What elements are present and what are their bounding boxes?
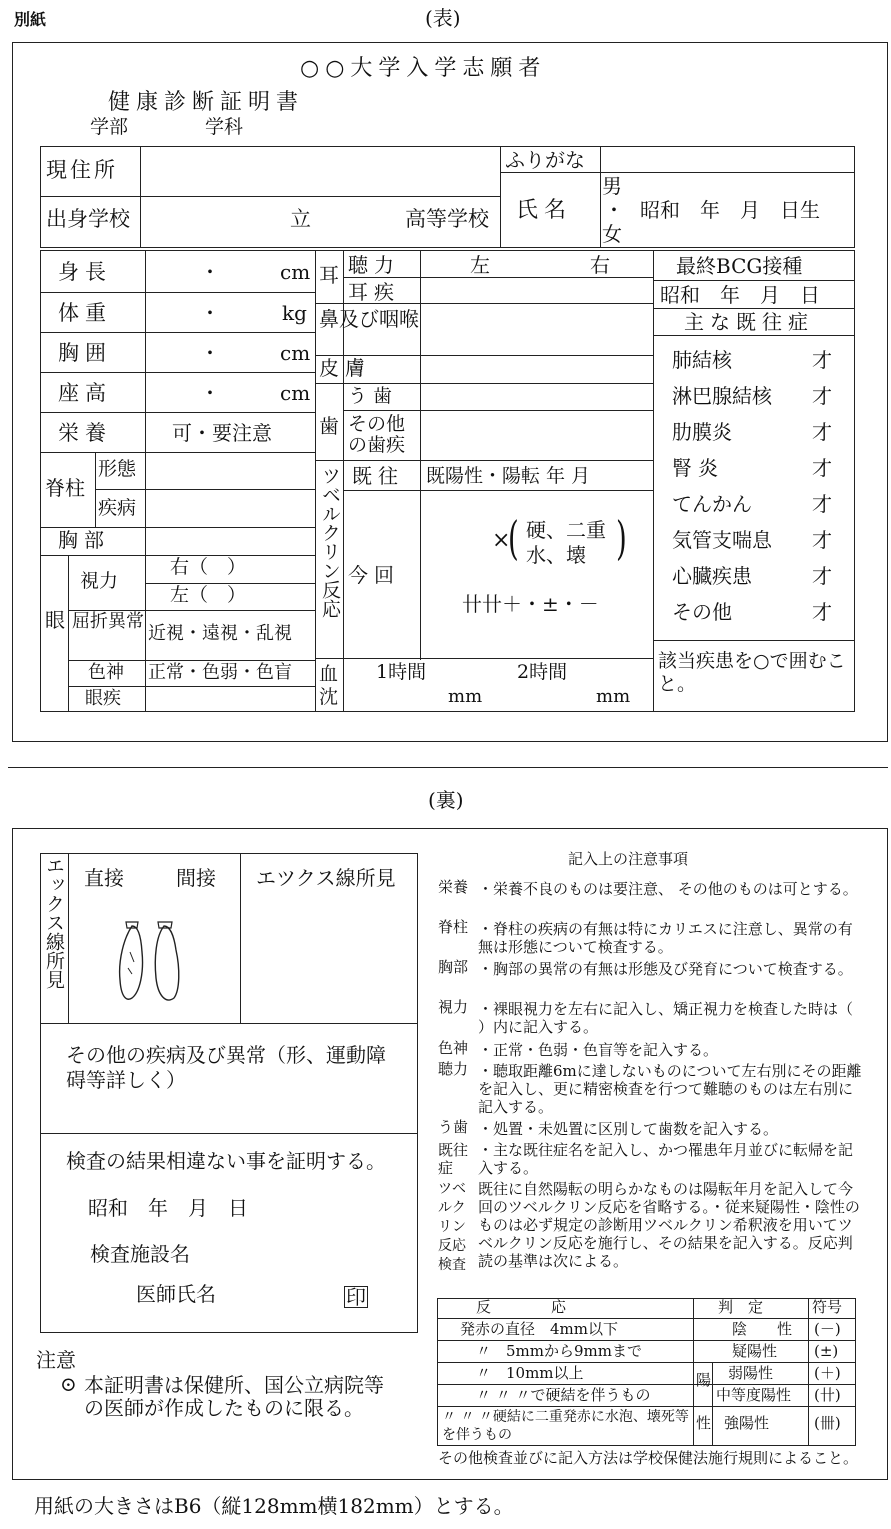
note-head: ツベルクリン反応検査 xyxy=(438,1181,466,1273)
th-judgment: 判 定 xyxy=(718,1298,764,1316)
section-divider xyxy=(8,767,888,768)
tb-scale: 卄卄＋・±・－ xyxy=(462,592,599,616)
tb-paren-close: ) xyxy=(616,511,627,565)
nutrition-value: 可・要注意 xyxy=(172,421,272,445)
university-title: ○○大学入学志願者 xyxy=(300,56,547,81)
disease-age: 才 xyxy=(812,564,832,588)
th-symbol: 符号 xyxy=(812,1298,843,1316)
note-text: ・栄養不良のものは要注意、 その他のものは可とする。 xyxy=(478,880,858,898)
disease-name: 肺結核 xyxy=(672,348,732,372)
hearing-label: 聴力 xyxy=(348,253,400,277)
note-text: ・処置・未処置に区別して歯数を記入する。 xyxy=(478,1120,779,1138)
front-side-label: (表) xyxy=(425,6,461,30)
chest-circ-dot: ・ xyxy=(200,341,220,365)
sex-dot: ・ xyxy=(604,198,624,222)
caution-text: 本証明書は保健所、国公立病院等の医師が作成したものに限る。 xyxy=(84,1373,384,1420)
disease-age: 才 xyxy=(812,456,832,480)
chest-circ-label: 胸囲 xyxy=(58,341,112,365)
weight-label: 体重 xyxy=(58,301,112,325)
positive-side-label: 陽性 xyxy=(694,1372,712,1458)
sex-female: 女 xyxy=(602,222,622,246)
note-text: ・裸眼視力を左右に記入し、矯正視力を検査した時は（ ）内に記入する。 xyxy=(478,1000,854,1036)
history-label: 主な既往症 xyxy=(684,310,814,334)
note-head: 色神 xyxy=(438,1039,469,1057)
row-judgment: 中等度陽性 xyxy=(716,1386,792,1404)
refraction-label: 屈折異常 xyxy=(72,611,144,632)
school-ritsu: 立 xyxy=(290,207,311,231)
height-label: 身長 xyxy=(58,260,112,284)
chest-circ-unit: cm xyxy=(280,341,311,365)
row-symbol: (＋) xyxy=(814,1364,841,1382)
school-high: 高等学校 xyxy=(405,207,489,231)
note-head: 胸部 xyxy=(438,958,469,976)
row-reaction: 〃 〃 〃硬結に二重発赤に水泡、壊死等を伴うもの xyxy=(442,1409,689,1443)
color-label: 色神 xyxy=(88,662,124,683)
cert-date: 昭和 年 月 日 xyxy=(88,1196,248,1220)
xray-findings-label: エツクス線所見 xyxy=(256,866,396,890)
disease-age: 才 xyxy=(812,420,832,444)
esr-1h: 1時間 xyxy=(376,661,427,683)
school-label: 出身学校 xyxy=(46,207,130,231)
disease-name: 淋巴腺結核 xyxy=(672,384,772,408)
esr-unit-1: mm xyxy=(448,686,483,707)
weight-unit: kg xyxy=(282,301,307,325)
height-unit: cm xyxy=(280,260,311,284)
address-label: 現住所 xyxy=(46,158,118,182)
disease-name: 心臓疾患 xyxy=(672,564,752,588)
disease-age: 才 xyxy=(812,348,832,372)
notes-title: 記入上の注意事項 xyxy=(568,850,689,868)
skin-label: 皮膚 xyxy=(319,356,371,380)
attachment-label: 別紙 xyxy=(14,10,47,29)
color-value: 正常・色弱・色盲 xyxy=(148,662,292,683)
tb-past-value: 既陽性・陽転 年 月 xyxy=(426,465,591,487)
row-reaction: 〃 〃 〃で硬結を伴うもの xyxy=(476,1386,651,1404)
xray-direct: 直接 xyxy=(84,866,124,890)
eye-disease-label: 眼疾 xyxy=(85,688,121,709)
tb-past-label: 既往 xyxy=(352,464,404,488)
bcg-date: 昭和 年 月 日 xyxy=(660,283,820,307)
row-symbol: (卄) xyxy=(814,1386,841,1404)
doctor-label: 医師氏名 xyxy=(136,1282,216,1306)
disease-name: 腎炎 xyxy=(672,456,724,480)
birth-date: 昭和 年 月 日生 xyxy=(640,198,820,222)
eye-label: 眼 xyxy=(45,608,65,632)
bcg-label: 最終BCG接種 xyxy=(676,254,803,278)
note-text: ・胸部の異常の有無は形態及び発育について検査する。 xyxy=(478,960,853,978)
tb-paren-open: ( xyxy=(508,511,519,565)
sitting-height-dot: ・ xyxy=(200,381,220,405)
certification-text: 検査の結果相違ない事を証明する。 xyxy=(66,1149,386,1173)
disease-age: 才 xyxy=(812,528,832,552)
row-judgment: 弱陽性 xyxy=(728,1364,774,1382)
vision-label: 視力 xyxy=(80,570,119,592)
disease-name: その他 xyxy=(672,600,732,624)
chest-label: 胸部 xyxy=(58,528,110,552)
nose-throat-label: 鼻及び咽喉 xyxy=(319,307,419,331)
esr-2h: 2時間 xyxy=(517,661,568,683)
disease-age: 才 xyxy=(812,384,832,408)
teeth-label: 歯 xyxy=(319,414,339,438)
sex-male: 男 xyxy=(602,174,622,198)
disease-age: 才 xyxy=(812,492,832,516)
th-reaction: 反 応 xyxy=(476,1298,567,1316)
disease-name: てんかん xyxy=(672,492,752,516)
circle-note: 該当疾患を○で囲むこと。 xyxy=(658,650,846,695)
note-head: 聴力 xyxy=(438,1060,469,1078)
note-text: ・脊柱の疾病の有無は特にカリエスに注意し、異常の有無は形態について検査する。 xyxy=(478,920,853,956)
note-head: 脊柱 xyxy=(438,918,469,936)
furigana-label: ふりがな xyxy=(505,148,585,172)
tb-types-b: 水、壊 xyxy=(526,543,586,567)
spine-form-label: 形態 xyxy=(98,458,137,480)
other-teeth-label: その他の歯疾 xyxy=(348,413,406,456)
disease-name: 気管支喘息 xyxy=(672,528,772,552)
note-head: 視力 xyxy=(438,998,469,1016)
sitting-height-label: 座高 xyxy=(58,381,112,405)
tb-cross: × xyxy=(492,528,511,553)
sitting-height-unit: cm xyxy=(280,381,311,405)
lungs-icon xyxy=(110,918,190,1010)
vision-left: 左（ ） xyxy=(170,584,247,606)
note-text: ・聴取距離6mに達しないものについて左右別にその距離を記入し、更に精密検査を行つて難聴のものは左右別に記入する。 xyxy=(478,1062,862,1116)
vision-right: 右（ ） xyxy=(170,556,247,578)
weight-dot: ・ xyxy=(200,301,220,325)
ear-disease-label: 耳疾 xyxy=(348,280,400,304)
other-method-note: その他検査並びに記入方法は学校保健法施行規則によること。 xyxy=(438,1449,859,1467)
note-head: 栄養 xyxy=(438,878,469,896)
disease-name: 肋膜炎 xyxy=(672,420,732,444)
note-text: ・正常・色弱・色盲等を記入する。 xyxy=(478,1041,719,1059)
disease-age: 才 xyxy=(812,600,832,624)
facility-label: 検査施設名 xyxy=(90,1242,190,1266)
ear-label: 耳 xyxy=(319,263,339,287)
certificate-title: 健康診断証明書 xyxy=(108,90,305,115)
refraction-value: 近視・遠視・乱視 xyxy=(148,623,292,644)
tb-now-label: 今回 xyxy=(348,563,400,587)
department-label: 学科 xyxy=(205,116,244,138)
height-dot: ・ xyxy=(200,260,220,284)
spine-disease-label: 疾病 xyxy=(98,497,137,519)
row-reaction: 〃 5mmから9mmまで xyxy=(476,1342,642,1360)
note-text: 既往に自然陽転の明らかなものは陽転年月を記入して今回のツベルクリン反応を省略する。・従来疑陽性・陰性のものは必ず規定の診断用ツベルクリン希釈液を用いてツベルクリン反応を施行し、その結果を記入する。反応判読の基準は次による。 xyxy=(478,1180,860,1270)
nutrition-label: 栄養 xyxy=(58,421,112,445)
spine-label: 脊柱 xyxy=(45,476,85,500)
caries-label: う歯 xyxy=(348,385,399,407)
tuberculin-label: ツベルクリン反応 xyxy=(319,466,341,618)
name-label: 氏名 xyxy=(516,198,573,223)
caution-label: 注意 xyxy=(36,1348,76,1372)
caution-mark: ⊙ xyxy=(60,1372,77,1396)
row-symbol: (卌) xyxy=(814,1414,841,1432)
row-judgment: 陰 性 xyxy=(732,1320,793,1338)
faculty-label: 学部 xyxy=(90,116,129,138)
note-head: 既往症 xyxy=(438,1141,469,1177)
paper-size-note: 用紙の大きさはB6（縦128mm横182mm）とする。 xyxy=(34,1494,514,1518)
xray-label: エックス線所見 xyxy=(43,856,65,989)
xray-indirect: 間接 xyxy=(176,866,216,890)
row-reaction: 発赤の直径 4mm以下 xyxy=(460,1320,618,1338)
seal-mark: 印 xyxy=(346,1285,366,1309)
row-symbol: (±) xyxy=(814,1342,839,1360)
row-reaction: 〃 10mm以上 xyxy=(476,1364,584,1382)
hearing-left: 左 xyxy=(470,253,490,277)
other-disease-label: その他の疾病及び異常（形、運動障碍等詳しく） xyxy=(66,1043,386,1092)
note-head: う歯 xyxy=(438,1118,469,1136)
hearing-right: 右 xyxy=(590,253,610,277)
row-judgment: 強陽性 xyxy=(724,1414,770,1432)
row-symbol: (－) xyxy=(814,1320,841,1338)
note-text: ・主な既往症名を記入し、かつ罹患年月並びに転帰を記入する。 xyxy=(478,1141,854,1177)
tb-types-a: 硬、二重 xyxy=(526,518,606,542)
esr-label: 血沈 xyxy=(319,663,339,708)
row-judgment: 疑陽性 xyxy=(732,1342,778,1360)
esr-unit-2: mm xyxy=(596,686,631,707)
identity-table xyxy=(40,146,855,248)
back-side-label: (裏) xyxy=(428,788,464,812)
